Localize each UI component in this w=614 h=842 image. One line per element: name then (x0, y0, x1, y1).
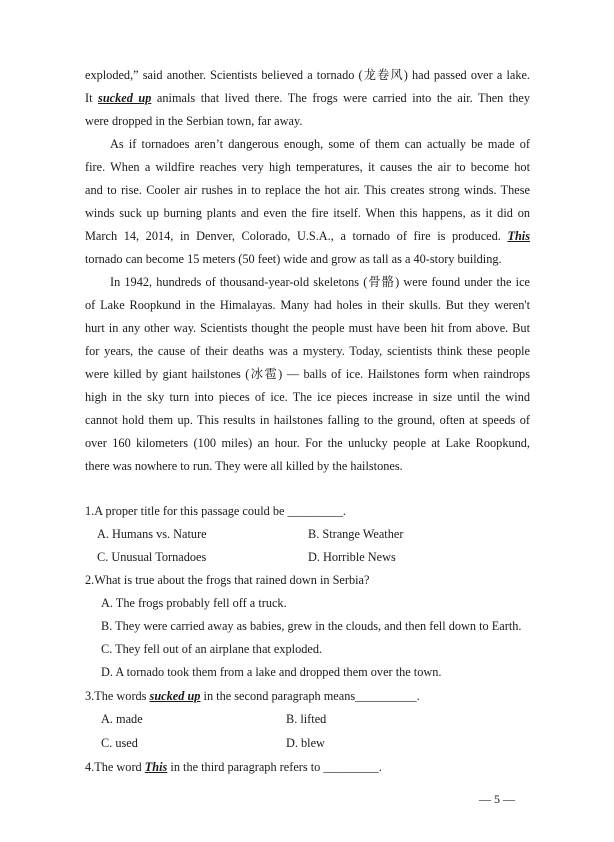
text-line: fire. When a wildfire reaches very high temperatures, it causes the air to become hot (85, 160, 530, 174)
text-line: high in the sky turn into pieces of ice. The ice pieces increase in size until the wind (85, 390, 530, 404)
text-line: cannot hold them up. This results in hailstones falling to the ground, often at speeds of (85, 413, 530, 427)
question-stem: 1.A proper title for this passage could be _________. (85, 504, 346, 518)
text-line: were dropped in the Serbian town, far away. (85, 114, 303, 128)
question-stem: 2.What is true about the frogs that rained down in Serbia? (85, 573, 370, 587)
text-line: over 160 kilometers (100 miles) an hour. For the unlucky people at Lake Roopkund, (85, 436, 530, 450)
page-number: — 5 — (479, 792, 515, 806)
option-d: D. Horrible News (308, 550, 396, 564)
text-line: As if tornadoes aren’t dangerous enough, some of them can actually be made of (110, 137, 530, 151)
text-line: It sucked up animals that lived there. The frogs were carried into the air. Then they (85, 91, 531, 105)
text-line: for years, the cause of their deaths was a mystery. Today, scientists think these people (85, 344, 530, 358)
option-a: A. The frogs probably fell off a truck. (101, 596, 287, 610)
emphasized-word: This (507, 229, 530, 243)
option-c: C. Unusual Tornadoes (97, 550, 207, 564)
option-a: A. made (101, 712, 143, 726)
emphasized-word: This (144, 760, 168, 774)
question-stem: 3.The words sucked up in the second paragraph means__________. (85, 689, 420, 703)
text-line: hurt in any other way. Scientists thought the people must have been hit from above. But (85, 321, 530, 335)
text-line: In 1942, hundreds of thousand-year-old skeletons (骨骼) were found under the ice (110, 275, 530, 289)
text-line: exploded,” said another. Scientists believed a tornado (龙卷风) had passed over a lake. (85, 68, 530, 82)
emphasized-phrase: sucked up (98, 91, 152, 105)
text-line: of Lake Roopkund in the Himalayas. Many had holes in their skulls. But they weren't (85, 298, 530, 312)
option-d: D. blew (286, 736, 325, 750)
text-line: winds suck up burning plants and even the fire itself. When this happens, as it did on (85, 206, 530, 220)
option-b: B. lifted (286, 712, 327, 726)
option-b: B. They were carried away as babies, grew in the clouds, and then fell down to Earth. (101, 619, 522, 633)
text-line: and to rise. Cooler air rushes in to replace the hot air. This creates strong winds. These (85, 183, 530, 197)
option-a: A. Humans vs. Nature (97, 527, 207, 541)
emphasized-phrase: sucked up (149, 689, 201, 703)
text-line: were killed by giant hailstones (冰雹) — balls of ice. Hailstones form when raindrops (85, 367, 530, 381)
option-c: C. used (101, 736, 138, 750)
text-line: March 14, 2014, in Denver, Colorado, U.S.A., a tornado of fire is produced. This (85, 229, 530, 243)
text-line: there was nowhere to run. They were all killed by the hailstones. (85, 459, 403, 473)
text-line: tornado can become 15 meters (50 feet) wide and grow as tall as a 40-story building. (85, 252, 502, 266)
option-b: B. Strange Weather (308, 527, 404, 541)
option-d: D. A tornado took them from a lake and dropped them over the town. (101, 665, 442, 679)
option-c: C. They fell out of an airplane that exploded. (101, 642, 323, 656)
question-stem: 4.The word This in the third paragraph refers to _________. (85, 760, 382, 774)
